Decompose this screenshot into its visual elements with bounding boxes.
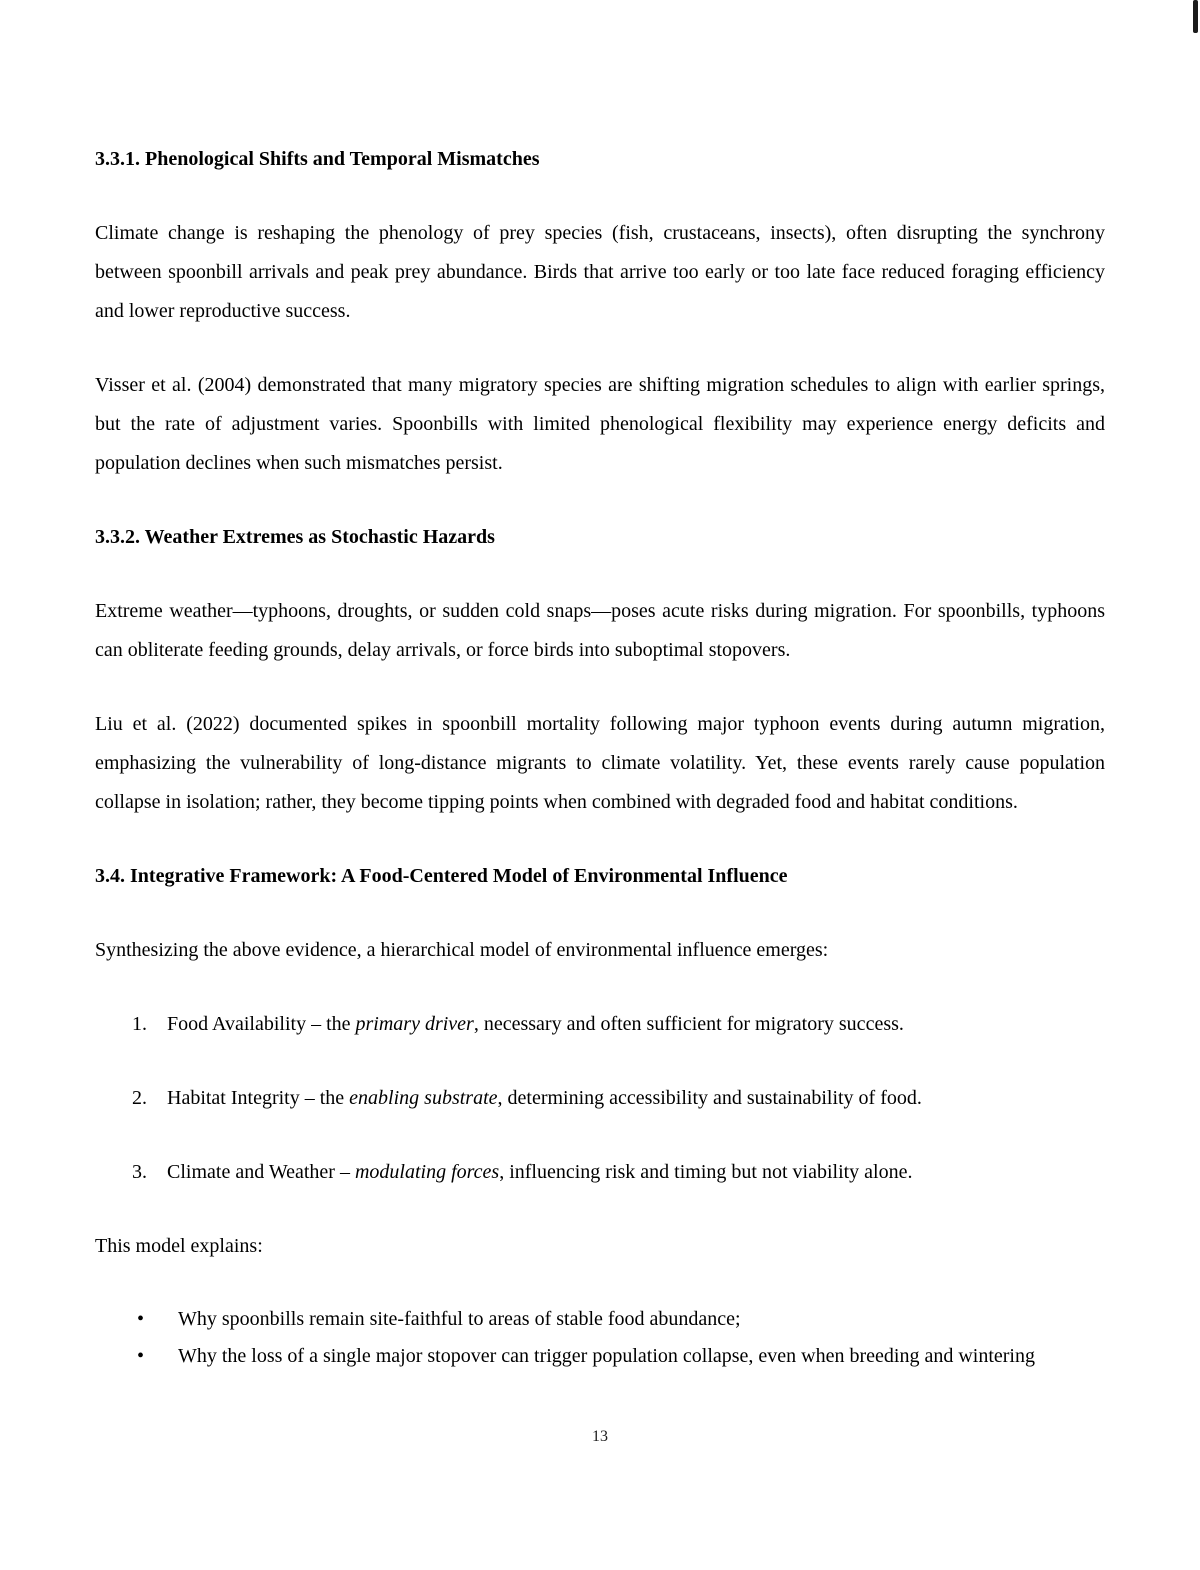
list-item-text-pre: Food Availability – the	[167, 1013, 356, 1035]
section-heading-3-4: 3.4. Integrative Framework: A Food-Centered Model of Environmental Influence	[95, 865, 788, 887]
scrollbar-thumb[interactable]	[1193, 0, 1198, 33]
page-number: 13	[592, 1428, 608, 1445]
numbered-list	[95, 1005, 1105, 1192]
bullet-item-text: Why spoonbills remain site-faithful to areas of stable food abundance;	[178, 1308, 741, 1330]
paragraph-phenology: Climate change is reshaping the phenology of prey species (fish, crustaceans, insects), often disrupting the synchrony between spoonbill arrivals and peak prey abundance. Birds that arrive too early or too late face reduced foraging efficiency and lower reproductive success.	[95, 222, 1105, 322]
page-content	[95, 140, 1105, 1375]
list-item-text-post: , necessary and often sufficient for migratory success.	[473, 1013, 904, 1035]
list-item-text	[167, 1079, 1105, 1118]
numbered-list-item	[95, 1005, 1105, 1044]
paragraph-this-model-explains: This model explains:	[95, 1235, 263, 1257]
list-item-text-italic: modulating forces	[354, 1161, 500, 1183]
list-number: 3.	[132, 1161, 147, 1183]
paragraph-synthesizing: Synthesizing the above evidence, a hierarchical model of environmental influence emerges:	[95, 939, 829, 961]
list-item-text	[167, 1153, 1105, 1192]
list-item-text-italic: enabling substrate	[349, 1087, 498, 1109]
bullet-item-text: Why the loss of a single major stopover can trigger population collapse, even when breeding and wintering	[178, 1345, 1035, 1367]
list-number: 1.	[132, 1013, 147, 1035]
bullet-list-item	[95, 1338, 1105, 1375]
section-heading-3-3-2: 3.3.2. Weather Extremes as Stochastic Hazards	[95, 526, 495, 548]
section-heading-3-3-1: 3.3.1. Phenological Shifts and Temporal Mismatches	[95, 148, 540, 170]
paragraph-visser: Visser et al. (2004) demonstrated that many migratory species are shifting migration schedules to align with earlier springs, but the rate of adjustment varies. Spoonbills with limited phenological flexibility may experience energy deficits and population declines when such mismatches persist.	[95, 374, 1105, 474]
numbered-list-item	[95, 1079, 1105, 1118]
paragraph-liu: Liu et al. (2022) documented spikes in spoonbill mortality following major typhoon events during autumn migration, emphasizing the vulnerability of long-distance migrants to climate volatility. Yet, these events rarely cause population collapse in isolation; rather, they become tipping points when combined with degraded food and habitat conditions.	[95, 713, 1105, 813]
list-number: 2.	[132, 1087, 147, 1109]
list-item-text	[167, 1005, 1105, 1044]
bullet-icon: •	[137, 1308, 145, 1330]
bullet-list	[95, 1301, 1105, 1375]
paragraph-extreme-weather: Extreme weather—typhoons, droughts, or sudden cold snaps—poses acute risks during migration. For spoonbills, typhoons can obliterate feeding grounds, delay arrivals, or force birds into suboptimal stopovers.	[95, 600, 1105, 661]
list-item-text-post: , influencing risk and timing but not viability alone.	[499, 1161, 913, 1183]
bullet-list-item	[95, 1301, 1105, 1338]
list-item-text-pre: Habitat Integrity – the	[167, 1087, 350, 1109]
bullet-icon: •	[137, 1345, 145, 1367]
numbered-list-item	[95, 1153, 1105, 1192]
list-item-text-pre: Climate and Weather –	[167, 1161, 355, 1183]
list-item-text-italic: primary driver	[355, 1013, 474, 1035]
list-item-text-post: , determining accessibility and sustainability of food.	[497, 1087, 922, 1109]
